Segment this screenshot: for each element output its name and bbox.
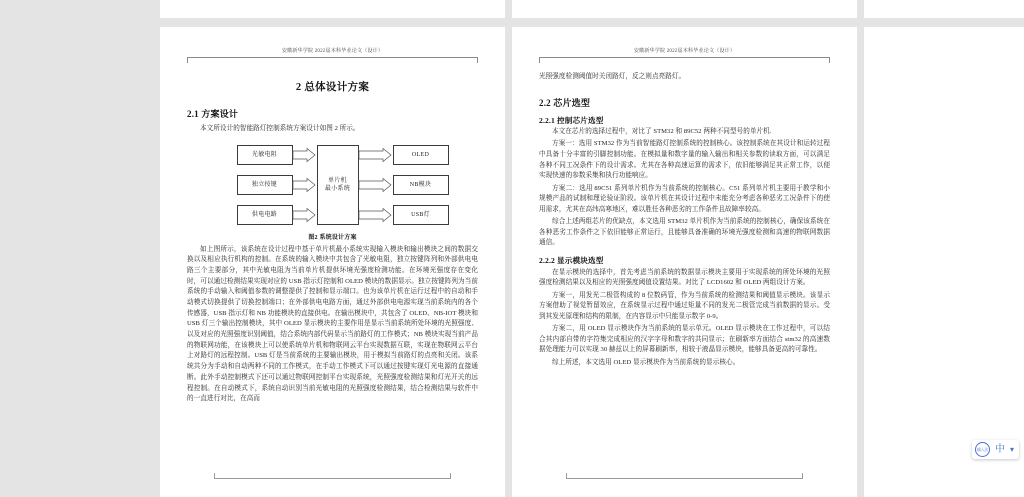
continuation-paragraph: 光照强度检测阈值时关闭路灯，反之则点亮路灯。 [539,73,686,81]
r-2-2-1-para-1: 本文在芯片的选择过程中，对比了 STM32 和 89C52 两种不同型号的单片机. [552,128,772,136]
previous-page-right[interactable] [512,0,857,18]
ime-logo-icon[interactable]: 输入法 [975,442,990,457]
section-title-2-2: 2.2 芯片选型 [539,97,591,108]
diagram-input-photoresistor: 光敏电阻 [237,145,293,165]
footer-rule-right [566,473,803,479]
diagram-input-buttons: 独立按键 [237,175,293,195]
section-title-2-1: 2.1 方案设计 [187,109,239,120]
r-2-2-2-para-1: 在显示模块的选择中，首先考虑当前系统的数据显示模块主要用于实现系统的所处环境的光照强度检测结果以及相应的光照强度阈值设置结果。对比了 LCD1602 和 OLED 两组设计方案。 [539,268,830,287]
diagram-input-power: 供电电路 [237,205,293,225]
r-2-2-1-para-2: 方案一：选用 STM32 作为当前智能路灯控制系统的控制核心。该控制系统在其设计和运转过程中具备十分丰富的引脚控制功能。在模拟量和数字量的输入输出和相关参数的读取方面，可以满足各种不同工况条件下的设计需求。尤其在各种高速运算的需求下，依旧能够满足其正常工作，以便实现快速的参数采集和执行功能响应。 [539,140,830,180]
r-2-2-1-para-3: 方案二：选用 89C51 系列单片机作为当前系统的控制核心。C51 系列单片机主要用于教学和小规模产品的试制和理论验证阶段。该单片机在其设计过程中未能充分考虑各种恶劣工况条件下的使用需求，尤其在高纬高寒地区，难以胜任各种恶劣的工作条件且故障率较高。 [539,184,830,213]
page-left[interactable] [160,27,505,497]
system-design-figure [187,143,478,241]
header-rule-right [539,57,830,63]
diagram-mcu-line2: 最小系统 [324,185,351,192]
intro-paragraph: 本文所设计的智能路灯控制系统方案设计如图 2 所示。 [200,125,360,133]
running-header-right: 安徽新华学院 2022届本科毕业论文（设计） [633,48,736,54]
chevron-down-icon[interactable]: ▾ [1010,444,1015,454]
r-2-2-2-para-2: 方案一，用发光二极管构成的 8 位数码管，作为当前系统的检测结果和阈值显示模块。该显示方案借助了视觉暂留效应，在系统显示过程中通过矩量不同的发光二极管完成当前数据的显示。受到其发光原理和结构的限制，在内容显示中只能显示数字 0-9。 [539,291,830,320]
block-diagram [207,143,459,227]
header-rule-left [187,57,478,63]
diagram-output-usb: USB灯 [393,205,449,225]
diagram-mcu-core [317,145,359,225]
subsection-title-2-2-2: 2.2.2 显示模块选型 [539,256,604,266]
chapter-title: 2 总体设计方案 [295,82,370,94]
subsection-title-2-2-1: 2.2.1 控制芯片选型 [539,115,604,125]
running-header-left: 安徽新华学院 2022届本科毕业论文（设计） [281,48,384,54]
footer-rule-left [214,473,451,479]
r-2-2-1-para-4: 综合上述两组芯片的优缺点，本文选用 STM32 单片机作为当前系统的控制核心，确保该系统在各种恶劣工作条件之下依旧能够正常运行，且能够具备准确的环境光强度检测和高速的物联网数据通信。 [539,218,830,247]
left-body-paragraph-1: 如上图所示，该系统在设计过程中基于单片机最小系统实现输入模块和输出模块之间的数据交换以及相应执行机构的控制。在系统的输入模块中共包含了光敏电阻，独立按键阵列和外部供电电路三个主要部分，其中光敏电阻为当前单片机提供环境光强度检测功能。在环境光强度存在变化时，可以通过检测结果实现对应的 USB 指示灯控制和 OLED 模块的数据显示。独立按键阵列为当前系统的手动输入和阈值参数的调整提供了控制和显示端口。也为该单片机在运行过程中的自动和手动模式切换提供了切换控制端口；在外部供电电路方面，通过外部供电电源实现当前系统内的各个传感器，USB 指示灯和 NB 功能模块的直接供电。在输出模块中，共包含了 OLED、NB-IOT 模块和 USB 灯三个输出控制模块，其中 OLED 显示模块的主要作用是显示当前系统所处环境的光照强度、以及对应的光照强度识别阈值，结合系统内部代码显示当前路灯的工作模式；NB 模块实现当前产品的物联网功能，在该模块上可以使系统单片机和物联网云平台实现数据互联，实现在物联网云平台上对路灯的远程控制。USB 灯是当前系统的主要输出模块，用于模拟当前路灯的点亮和关闭。该系统共分为手动和自动两种不同的工作模式，在手动工作模式下可以通过按键实现灯光电源的直接通断。此外手动控制模式下还可以通过物联网控制平台实现系统，光照强度检测结果和灯光开关的远程控制。在自动模式下，系统自动识别当前光敏电阻的光照强度检测结果，结合检测结果与软件中的一直进行对比，在高而 [187,245,478,403]
previous-page-left[interactable] [160,0,505,18]
diagram-output-oled: OLED [393,145,449,165]
diagram-output-nb: NB模块 [393,175,449,195]
r-2-2-2-para-3: 方案二，用 OLED 显示模块作为当前系统的显示单元。OLED 显示模块在工作过程中，可以结合其内部自带的字符集完成相应的汉字字母和数字的共同显示；在刷新率方面结合 stm32 的高速数据处理能力可以实现 30 赫兹以上的屏幕刷新率，相较于液晶显示模块，能够具备更高的可靠性。 [539,325,830,354]
page-right[interactable] [512,27,857,497]
page-far-right[interactable] [864,27,1024,497]
ime-language-mode-button[interactable]: 中 [995,443,1005,455]
ime-toolbar[interactable] [972,440,1019,459]
previous-page-far-right[interactable] [864,0,1024,18]
figure-caption: 图2 系统设计方案 [308,234,357,241]
diagram-mcu-line1: 单片机 [328,177,347,184]
r-2-2-2-para-4: 综上所述，本文选用 OLED 显示模块作为当前系统的显示核心。 [552,358,740,366]
